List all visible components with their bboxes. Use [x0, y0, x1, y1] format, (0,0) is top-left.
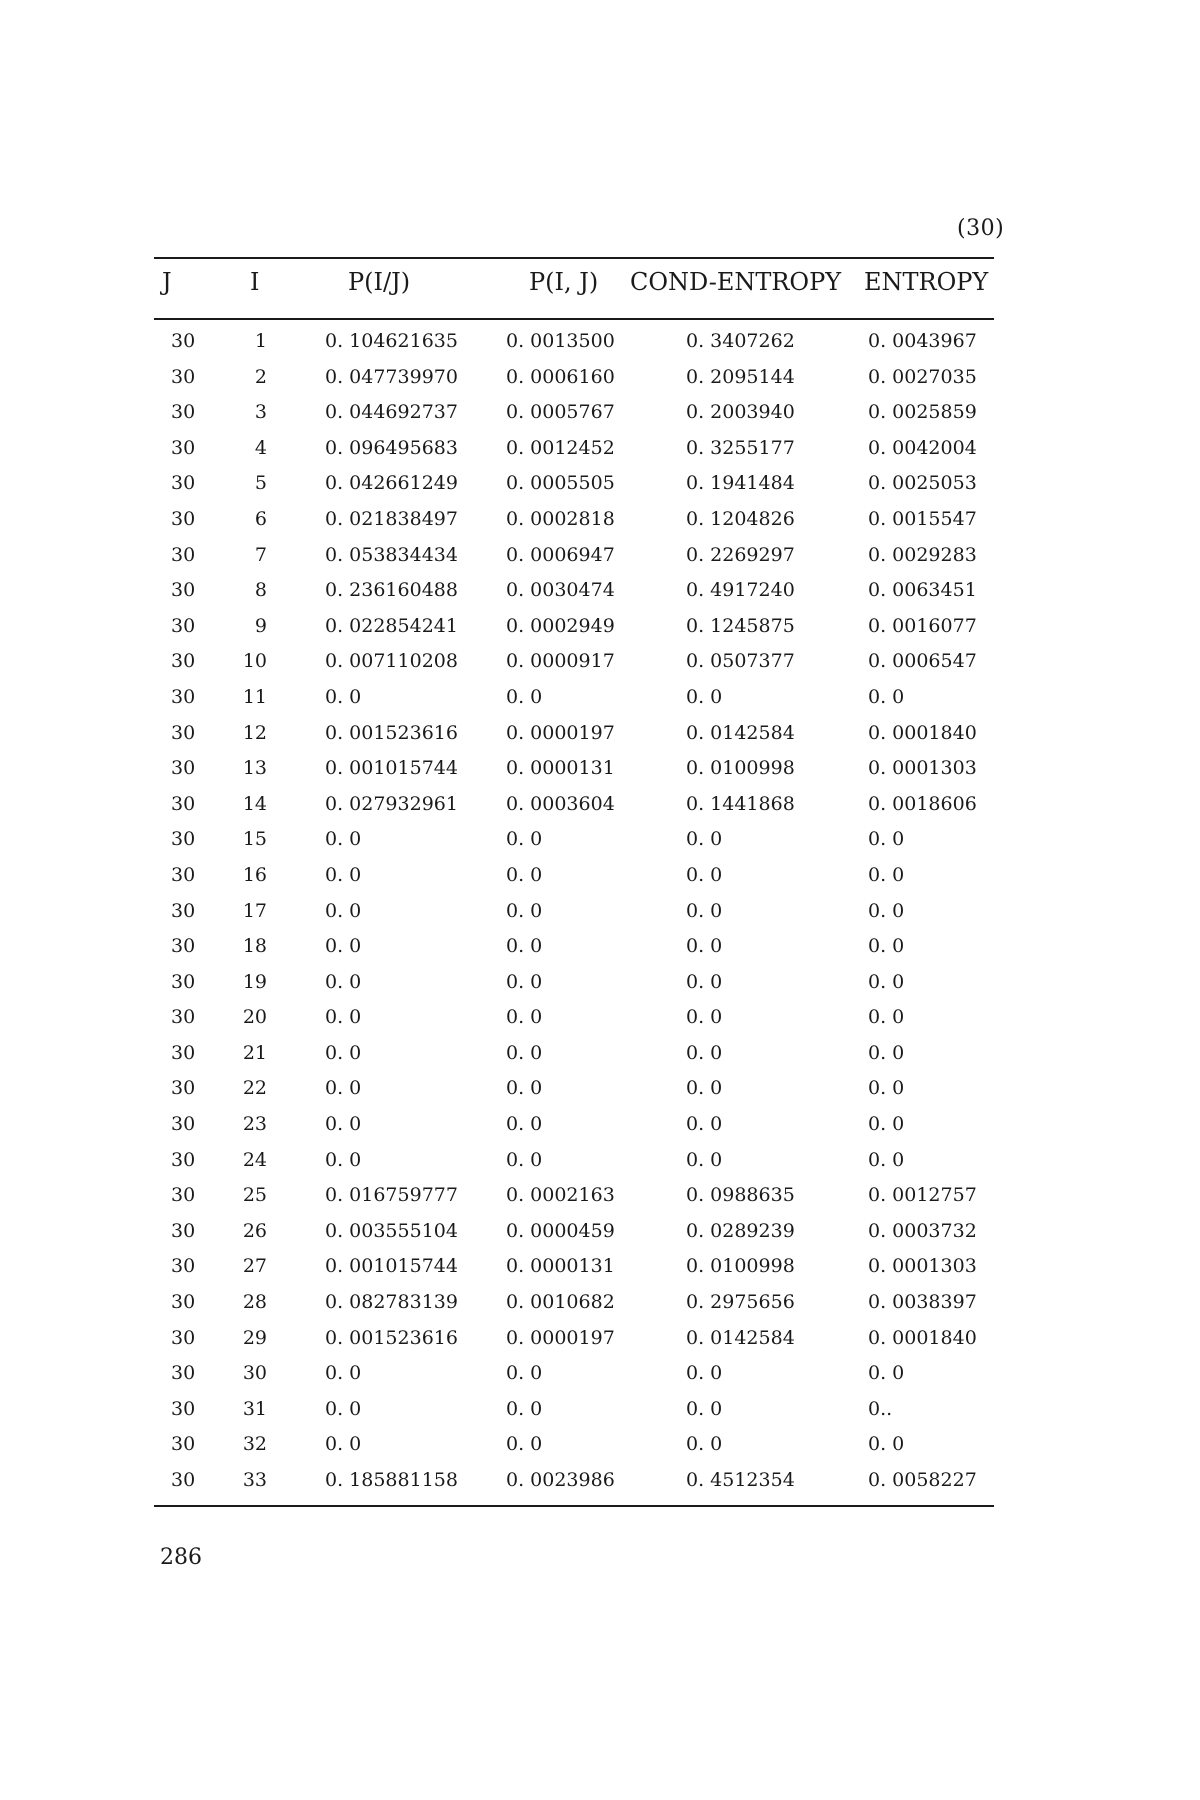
cell-p-i-j: 0. 0: [506, 863, 543, 886]
cell-i: 3: [254, 401, 267, 424]
cell-p-i-given-j: 0. 047739970: [325, 365, 458, 388]
cell-p-i-given-j: 0. 096495683: [325, 436, 458, 459]
cell-cond-entropy: 0. 1441868: [686, 792, 795, 815]
cell-j: 30: [171, 1077, 196, 1100]
table-row: [0, 1255, 1200, 1291]
cell-i: 7: [254, 543, 267, 566]
cell-p-i-given-j: 0. 082783139: [325, 1291, 458, 1314]
cell-i: 30: [242, 1362, 267, 1385]
cell-j: 30: [171, 543, 196, 566]
cell-entropy: 0. 0029283: [868, 543, 977, 566]
cell-p-i-given-j: 0. 016759777: [325, 1184, 458, 1207]
cell-j: 30: [171, 579, 196, 602]
cell-entropy: 0. 0003732: [868, 1219, 977, 1242]
cell-cond-entropy: 0. 0: [686, 935, 723, 958]
cell-p-i-given-j: 0. 0: [325, 899, 362, 922]
cell-cond-entropy: 0. 0100998: [686, 757, 795, 780]
cell-j: 30: [171, 1184, 196, 1207]
table-top-rule: [154, 257, 994, 259]
table-body: [0, 330, 1200, 1505]
table-row: [0, 1433, 1200, 1469]
cell-entropy: 0. 0: [868, 970, 905, 993]
cell-j: 30: [171, 1326, 196, 1349]
cell-p-i-given-j: 0. 104621635: [325, 330, 458, 352]
cell-cond-entropy: 0. 2269297: [686, 543, 795, 566]
table-header: [0, 268, 1200, 308]
cell-p-i-j: 0. 0: [506, 685, 543, 708]
cell-p-i-j: 0. 0: [506, 1006, 543, 1029]
cell-j: 30: [171, 1433, 196, 1456]
cell-j: 30: [171, 792, 196, 815]
cell-cond-entropy: 0. 3255177: [686, 436, 795, 459]
cell-cond-entropy: 0. 0142584: [686, 1326, 795, 1349]
cell-i: 21: [242, 1041, 267, 1064]
table-row: [0, 508, 1200, 544]
cell-i: 17: [242, 899, 267, 922]
cell-cond-entropy: 0. 0: [686, 863, 723, 886]
cell-p-i-j: 0. 0: [506, 1041, 543, 1064]
cell-entropy: 0. 0058227: [868, 1469, 977, 1491]
cell-p-i-j: 0. 0002163: [506, 1184, 615, 1207]
cell-p-i-given-j: 0. 0: [325, 685, 362, 708]
cell-entropy: 0. 0: [868, 1362, 905, 1385]
cell-entropy: 0. 0: [868, 685, 905, 708]
cell-entropy: 0. 0: [868, 828, 905, 851]
cell-cond-entropy: 0. 0507377: [686, 650, 795, 673]
cell-j: 30: [171, 863, 196, 886]
table-row: [0, 1006, 1200, 1042]
cell-j: 30: [171, 650, 196, 673]
cell-cond-entropy: 0. 0: [686, 1113, 723, 1136]
cell-cond-entropy: 0. 4512354: [686, 1469, 795, 1491]
cell-entropy: 0. 0: [868, 1006, 905, 1029]
cell-entropy: 0. 0015547: [868, 507, 977, 530]
page-label: (30): [957, 216, 1005, 241]
cell-p-i-given-j: 0. 0: [325, 1006, 362, 1029]
cell-j: 30: [171, 614, 196, 637]
cell-p-i-given-j: 0. 0: [325, 1041, 362, 1064]
cell-cond-entropy: 0. 0: [686, 1006, 723, 1029]
cell-p-i-j: 0. 0002818: [506, 507, 615, 530]
cell-j: 30: [171, 685, 196, 708]
cell-p-i-given-j: 0. 0: [325, 1433, 362, 1456]
cell-i: 16: [242, 863, 267, 886]
cell-i: 2: [254, 365, 267, 388]
table-row: [0, 1220, 1200, 1256]
cell-j: 30: [171, 899, 196, 922]
cell-j: 30: [171, 970, 196, 993]
cell-j: 30: [171, 330, 196, 352]
table-row: [0, 722, 1200, 758]
table-row: [0, 757, 1200, 793]
cell-p-i-given-j: 0. 0: [325, 970, 362, 993]
cell-i: 26: [242, 1219, 267, 1242]
cell-i: 22: [242, 1077, 267, 1100]
cell-entropy: 0. 0: [868, 1148, 905, 1171]
cell-cond-entropy: 0. 0: [686, 685, 723, 708]
cell-j: 30: [171, 1148, 196, 1171]
table-row: [0, 1149, 1200, 1185]
table-row: [0, 579, 1200, 615]
cell-j: 30: [171, 472, 196, 495]
cell-p-i-given-j: 0. 185881158: [325, 1469, 458, 1491]
cell-i: 20: [242, 1006, 267, 1029]
cell-entropy: 0..: [868, 1397, 893, 1420]
cell-cond-entropy: 0. 0: [686, 1148, 723, 1171]
cell-cond-entropy: 0. 0142584: [686, 721, 795, 744]
cell-p-i-j: 0. 0: [506, 1433, 543, 1456]
cell-p-i-given-j: 0. 042661249: [325, 472, 458, 495]
cell-cond-entropy: 0. 2975656: [686, 1291, 795, 1314]
cell-i: 31: [242, 1397, 267, 1420]
cell-i: 18: [242, 935, 267, 958]
table-row: [0, 650, 1200, 686]
cell-cond-entropy: 0. 2095144: [686, 365, 795, 388]
table-row: [0, 472, 1200, 508]
cell-p-i-given-j: 0. 236160488: [325, 579, 458, 602]
cell-p-i-given-j: 0. 022854241: [325, 614, 458, 637]
page-number: 286: [160, 1545, 202, 1570]
cell-entropy: 0. 0063451: [868, 579, 977, 602]
cell-p-i-given-j: 0. 001523616: [325, 1326, 458, 1349]
cell-i: 8: [254, 579, 267, 602]
cell-cond-entropy: 0. 0: [686, 828, 723, 851]
cell-p-i-given-j: 0. 007110208: [325, 650, 458, 673]
cell-i: 5: [254, 472, 267, 495]
cell-i: 10: [242, 650, 267, 673]
cell-p-i-given-j: 0. 021838497: [325, 507, 458, 530]
cell-p-i-given-j: 0. 053834434: [325, 543, 458, 566]
cell-p-i-j: 0. 0000131: [506, 1255, 615, 1278]
cell-i: 6: [254, 507, 267, 530]
cell-p-i-j: 0. 0000197: [506, 721, 615, 744]
cell-p-i-j: 0. 0000917: [506, 650, 615, 673]
cell-p-i-given-j: 0. 0: [325, 863, 362, 886]
table-row: [0, 864, 1200, 900]
cell-entropy: 0. 0012757: [868, 1184, 977, 1207]
cell-i: 12: [242, 721, 267, 744]
table-row: [0, 1398, 1200, 1434]
cell-p-i-j: 0. 0: [506, 1397, 543, 1420]
table-row: [0, 793, 1200, 829]
header-j: J: [162, 268, 172, 296]
cell-entropy: 0. 0001840: [868, 721, 977, 744]
cell-p-i-j: 0. 0012452: [506, 436, 615, 459]
cell-i: 29: [242, 1326, 267, 1349]
cell-p-i-given-j: 0. 0: [325, 1113, 362, 1136]
cell-p-i-j: 0. 0: [506, 828, 543, 851]
cell-p-i-j: 0. 0013500: [506, 330, 615, 352]
cell-p-i-j: 0. 0000131: [506, 757, 615, 780]
cell-p-i-j: 0. 0005767: [506, 401, 615, 424]
table-row: [0, 1291, 1200, 1327]
cell-i: 4: [254, 436, 267, 459]
cell-cond-entropy: 0. 4917240: [686, 579, 795, 602]
cell-cond-entropy: 0. 0: [686, 970, 723, 993]
table-row: [0, 330, 1200, 366]
cell-cond-entropy: 0. 0: [686, 1362, 723, 1385]
cell-i: 14: [242, 792, 267, 815]
cell-i: 13: [242, 757, 267, 780]
cell-j: 30: [171, 1397, 196, 1420]
cell-p-i-j: 0. 0: [506, 1077, 543, 1100]
cell-entropy: 0. 0038397: [868, 1291, 977, 1314]
table-row: [0, 900, 1200, 936]
cell-entropy: 0. 0025053: [868, 472, 977, 495]
cell-cond-entropy: 0. 1245875: [686, 614, 795, 637]
cell-entropy: 0. 0: [868, 863, 905, 886]
cell-j: 30: [171, 1469, 196, 1491]
cell-p-i-given-j: 0. 001015744: [325, 757, 458, 780]
cell-entropy: 0. 0043967: [868, 330, 977, 352]
table-row: [0, 1184, 1200, 1220]
table-row: [0, 1077, 1200, 1113]
cell-i: 23: [242, 1113, 267, 1136]
cell-cond-entropy: 0. 2003940: [686, 401, 795, 424]
cell-i: 33: [242, 1469, 267, 1491]
cell-p-i-given-j: 0. 001523616: [325, 721, 458, 744]
cell-p-i-j: 0. 0023986: [506, 1469, 615, 1491]
cell-entropy: 0. 0: [868, 1113, 905, 1136]
cell-entropy: 0. 0: [868, 1041, 905, 1064]
cell-p-i-j: 0. 0010682: [506, 1291, 615, 1314]
table-bottom-rule: [154, 1505, 994, 1507]
cell-p-i-given-j: 0. 003555104: [325, 1219, 458, 1242]
cell-i: 11: [242, 685, 267, 708]
cell-entropy: 0. 0: [868, 899, 905, 922]
cell-p-i-given-j: 0. 044692737: [325, 401, 458, 424]
cell-entropy: 0. 0018606: [868, 792, 977, 815]
cell-i: 27: [242, 1255, 267, 1278]
cell-p-i-j: 0. 0003604: [506, 792, 615, 815]
cell-p-i-j: 0. 0005505: [506, 472, 615, 495]
cell-i: 15: [242, 828, 267, 851]
cell-p-i-given-j: 0. 001015744: [325, 1255, 458, 1278]
cell-p-i-j: 0. 0006947: [506, 543, 615, 566]
cell-entropy: 0. 0042004: [868, 436, 977, 459]
cell-entropy: 0. 0025859: [868, 401, 977, 424]
table-row: [0, 366, 1200, 402]
cell-entropy: 0. 0001303: [868, 757, 977, 780]
cell-p-i-j: 0. 0: [506, 935, 543, 958]
cell-j: 30: [171, 1291, 196, 1314]
cell-i: 9: [254, 614, 267, 637]
cell-cond-entropy: 0. 0: [686, 1397, 723, 1420]
cell-p-i-j: 0. 0: [506, 970, 543, 993]
cell-cond-entropy: 0. 0: [686, 1077, 723, 1100]
table-row: [0, 828, 1200, 864]
cell-p-i-j: 0. 0: [506, 1113, 543, 1136]
cell-p-i-j: 0. 0: [506, 1148, 543, 1171]
cell-cond-entropy: 0. 0: [686, 1433, 723, 1456]
cell-j: 30: [171, 1113, 196, 1136]
cell-p-i-given-j: 0. 0: [325, 1397, 362, 1420]
cell-i: 25: [242, 1184, 267, 1207]
cell-p-i-given-j: 0. 027932961: [325, 792, 458, 815]
cell-cond-entropy: 0. 1941484: [686, 472, 795, 495]
table-row: [0, 686, 1200, 722]
cell-i: 32: [242, 1433, 267, 1456]
table-row: [0, 401, 1200, 437]
cell-j: 30: [171, 1006, 196, 1029]
cell-j: 30: [171, 757, 196, 780]
table-row: [0, 615, 1200, 651]
cell-j: 30: [171, 935, 196, 958]
cell-entropy: 0. 0001840: [868, 1326, 977, 1349]
cell-cond-entropy: 0. 1204826: [686, 507, 795, 530]
cell-j: 30: [171, 828, 196, 851]
cell-j: 30: [171, 1362, 196, 1385]
cell-entropy: 0. 0: [868, 935, 905, 958]
header-entropy: ENTROPY: [864, 268, 989, 296]
cell-i: 1: [254, 330, 267, 352]
table-row: [0, 544, 1200, 580]
cell-cond-entropy: 0. 0988635: [686, 1184, 795, 1207]
table-row: [0, 935, 1200, 971]
cell-j: 30: [171, 507, 196, 530]
header-i: I: [250, 268, 260, 296]
cell-p-i-j: 0. 0000197: [506, 1326, 615, 1349]
cell-i: 28: [242, 1291, 267, 1314]
cell-p-i-j: 0. 0: [506, 1362, 543, 1385]
cell-entropy: 0. 0: [868, 1077, 905, 1100]
table-row: [0, 1469, 1200, 1505]
table-row: [0, 1362, 1200, 1398]
cell-p-i-j: 0. 0006160: [506, 365, 615, 388]
cell-entropy: 0. 0: [868, 1433, 905, 1456]
table-row: [0, 437, 1200, 473]
cell-cond-entropy: 0. 0: [686, 899, 723, 922]
table-row: [0, 1327, 1200, 1363]
cell-entropy: 0. 0027035: [868, 365, 977, 388]
cell-cond-entropy: 0. 0100998: [686, 1255, 795, 1278]
cell-i: 24: [242, 1148, 267, 1171]
cell-p-i-j: 0. 0000459: [506, 1219, 615, 1242]
cell-entropy: 0. 0006547: [868, 650, 977, 673]
cell-p-i-given-j: 0. 0: [325, 935, 362, 958]
cell-p-i-j: 0. 0: [506, 899, 543, 922]
cell-j: 30: [171, 721, 196, 744]
cell-j: 30: [171, 1219, 196, 1242]
cell-p-i-given-j: 0. 0: [325, 828, 362, 851]
cell-j: 30: [171, 1041, 196, 1064]
cell-j: 30: [171, 365, 196, 388]
cell-cond-entropy: 0. 3407262: [686, 330, 795, 352]
cell-p-i-given-j: 0. 0: [325, 1148, 362, 1171]
cell-j: 30: [171, 436, 196, 459]
header-p-i-j: P(I, J): [529, 268, 599, 296]
header-cond-entropy: COND-ENTROPY: [630, 268, 842, 296]
cell-entropy: 0. 0016077: [868, 614, 977, 637]
table-row: [0, 971, 1200, 1007]
cell-p-i-j: 0. 0002949: [506, 614, 615, 637]
cell-i: 19: [242, 970, 267, 993]
cell-p-i-given-j: 0. 0: [325, 1077, 362, 1100]
cell-entropy: 0. 0001303: [868, 1255, 977, 1278]
table-header-rule: [154, 318, 994, 320]
table-row: [0, 1113, 1200, 1149]
cell-p-i-given-j: 0. 0: [325, 1362, 362, 1385]
cell-cond-entropy: 0. 0: [686, 1041, 723, 1064]
cell-p-i-j: 0. 0030474: [506, 579, 615, 602]
cell-cond-entropy: 0. 0289239: [686, 1219, 795, 1242]
cell-j: 30: [171, 1255, 196, 1278]
cell-j: 30: [171, 401, 196, 424]
header-p-i-given-j: P(I/J): [348, 268, 411, 296]
table-row: [0, 1042, 1200, 1078]
